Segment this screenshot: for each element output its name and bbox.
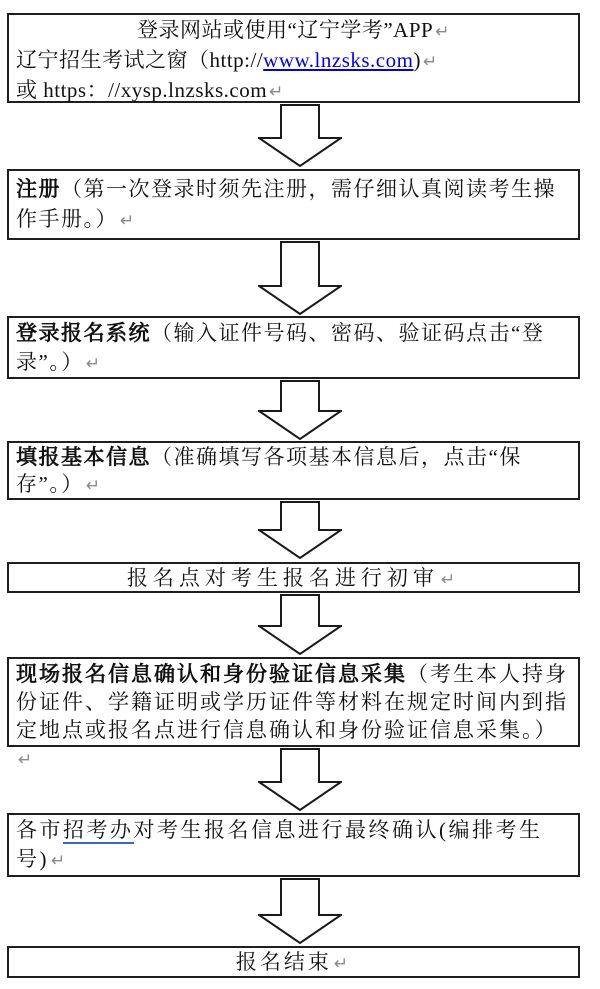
lnzsks-link[interactable]: www.lnzsks.com — [263, 48, 414, 72]
return-mark: ↵ — [435, 22, 450, 42]
flow-arrow-down-5 — [258, 594, 342, 655]
return-mark: ↵ — [51, 851, 68, 871]
login-system-body: （输入证件号码、密码、验证码点击“登录”。） — [16, 321, 545, 374]
register-body: （第一次登录时须先注册，需仔细认真阅读考生操作手册。） — [16, 177, 556, 231]
return-mark: ↵ — [333, 954, 352, 974]
registration-end-text: 报名结束 — [235, 950, 332, 974]
fill-basic-info-body: （准确填写各项基本信息后，点击“保存”。） — [16, 445, 522, 496]
website-line3-text: 或 https：//xysp.lnzsks.com — [16, 78, 268, 102]
flow-arrow-down-7 — [258, 878, 342, 944]
onsite-confirmation-body: （考生本人持身份证件、学籍证明或学历证件等材料在规定时间内到指定地点或报名点进行信息确认和身份验证信息采集。） — [16, 662, 568, 742]
flow-box-initial-review — [7, 562, 580, 593]
register-title: 注册 — [16, 177, 61, 201]
flow-box-website — [7, 13, 580, 103]
website-line1-text: 登录网站或使用“辽宁学考”APP — [137, 18, 434, 42]
onsite-confirmation-title: 现场报名信息确认和身份验证信息采集 — [16, 662, 407, 686]
flow-arrow-down-1 — [258, 104, 342, 167]
login-system-title: 登录报名系统 — [16, 321, 151, 345]
return-mark: ↵ — [422, 52, 438, 72]
website-line2 — [16, 46, 571, 76]
final-confirmation-suffix: 对考生报名信息进行最终确认(编排考生号) — [16, 818, 543, 871]
flow-box-final-confirmation — [7, 813, 580, 877]
flow-box-registration-end — [7, 946, 580, 978]
flow-arrow-down-6 — [258, 748, 342, 811]
return-mark: ↵ — [85, 476, 102, 496]
return-mark: ↵ — [18, 750, 35, 770]
final-confirmation-underlined: 招考办 — [63, 818, 134, 842]
initial-review-text: 报名点对考生报名进行初审 — [126, 566, 439, 590]
flow-box-fill-basic-info — [7, 441, 580, 500]
flow-box-login-system — [7, 316, 580, 379]
fill-basic-info-title: 填报基本信息 — [16, 445, 151, 469]
return-mark: ↵ — [269, 82, 284, 102]
flow-arrow-down-4 — [258, 501, 342, 559]
flow-arrow-down-3 — [258, 380, 342, 440]
flow-box-onsite-confirmation — [7, 657, 580, 770]
website-line3 — [16, 76, 571, 106]
website-line1 — [16, 16, 571, 46]
return-mark: ↵ — [85, 354, 102, 374]
final-confirmation-prefix: 各市 — [16, 818, 63, 842]
return-mark: ↵ — [120, 211, 136, 231]
website-line2-suffix: ) — [413, 48, 421, 72]
website-line2-prefix: 辽宁招生考试之窗（http:// — [16, 48, 264, 72]
flow-arrow-down-2 — [258, 241, 342, 315]
flow-box-register — [7, 169, 580, 240]
return-mark: ↵ — [440, 570, 461, 590]
